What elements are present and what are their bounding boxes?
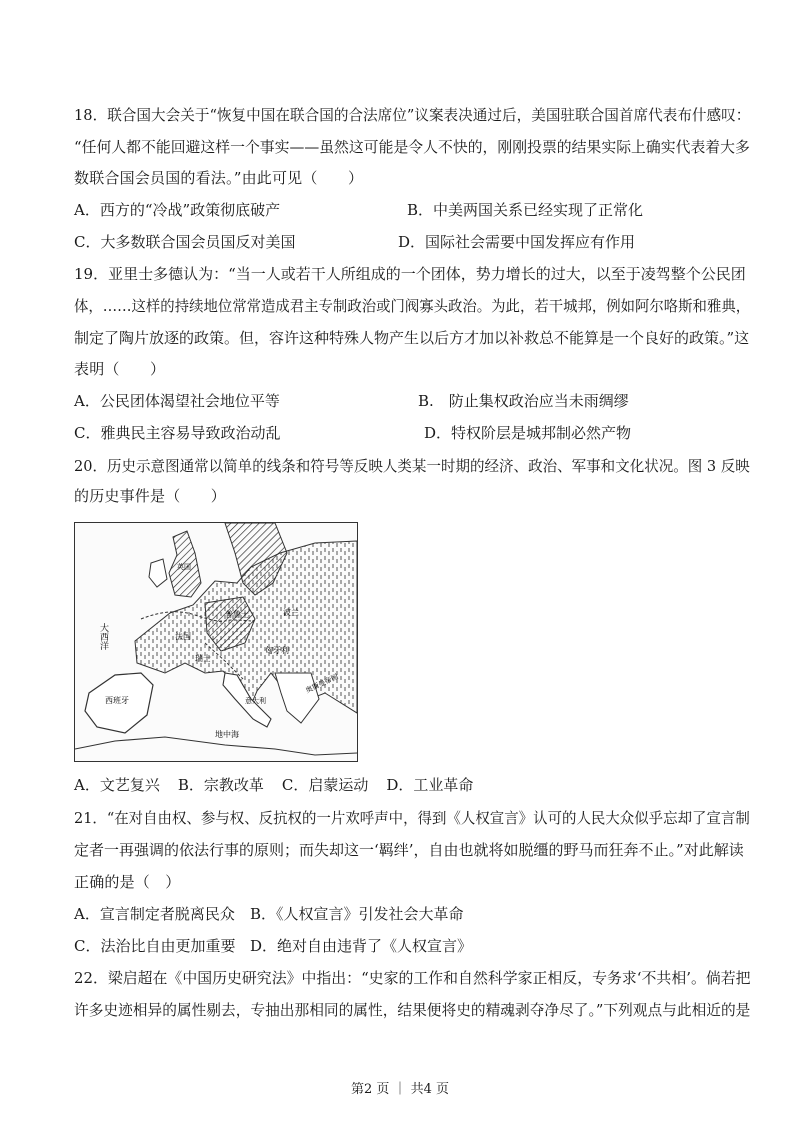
map-label-ottoman: 奥斯曼帝国 bbox=[304, 672, 340, 695]
q18-stem-line-3: 数联合国会员国的看法。”由此可见（ ） bbox=[74, 169, 364, 187]
q18-option-a[interactable]: A．西方的“冷战”政策彻底破产 bbox=[74, 201, 281, 219]
q18-option-c[interactable]: C．大多数联合国会员国反对美国 bbox=[74, 233, 296, 251]
figure-3-europe-map bbox=[74, 522, 358, 762]
map-label-prussia: 普鲁士 bbox=[225, 610, 249, 619]
balkan-peninsula bbox=[275, 673, 319, 723]
q21-stem-line-2: 定者一再强调的依法行事的原则；而失却这一‘羁绊’，自由也就将如脱缰的野马而狂奔不止。”对此解读 bbox=[74, 841, 744, 859]
q19-stem-line-2: 体，……这样的持续地位常常造成君主专制政治或门阀寡头政治。为此，若干城邦，例如阿尔咯斯和雅典， bbox=[74, 297, 751, 315]
map-label-atlantic: 大西洋 bbox=[98, 623, 108, 650]
page-footer: 第2 页 ｜ 共4 页 bbox=[350, 1082, 450, 1097]
map-label-spain: 西班牙 bbox=[105, 696, 129, 705]
q20-option-c[interactable]: C．启蒙运动 bbox=[281, 776, 369, 794]
q22-stem-line-1: 22．梁启超在《中国历史研究法》中指出：“史家的工作和自然科学家正相反，专务求‘不共相’。倘若把 bbox=[74, 969, 751, 987]
map-label-italy: 意大利 bbox=[245, 697, 266, 705]
q18-stem-line-1: 18．联合国大会关于“恢复中国在联合国的合法席位”议案表决通过后，美国驻联合国首席代表布什感叹： bbox=[74, 106, 751, 124]
q19-stem-line-4: 表明（ ） bbox=[74, 360, 166, 378]
north-africa-coast bbox=[75, 737, 357, 755]
q20-option-b[interactable]: B．宗教改革 bbox=[177, 776, 264, 794]
q19-option-a[interactable]: A．公民团体渴望社会地位平等 bbox=[74, 392, 280, 410]
ireland bbox=[149, 559, 167, 587]
q19-stem-line-3: 制定了陶片放逐的政策。但，容许这种特殊人物产生以后方才加以补救总不能算是一个良好的政策。”这 bbox=[74, 329, 750, 347]
q20-stem-line-2: 的历史事件是（ ） bbox=[74, 487, 227, 505]
q20-option-d[interactable]: D．工业革命 bbox=[386, 776, 474, 794]
q21-stem-line-1: 21．“在对自由权、参与权、反抗权的一片欢呼声中，得到《人权宣言》认可的人民大众似乎忘却了宣言制 bbox=[74, 809, 750, 827]
q19-stem-line-1: 19．亚里士多德认为：“当一人或若干人所组成的一个团体，势力增长的过大，以至于凌驾整个公民团 bbox=[74, 265, 746, 283]
q19-option-d[interactable]: D．特权阶层是城邦制必然产物 bbox=[424, 424, 632, 442]
q18-option-d[interactable]: D．国际社会需要中国发挥应有作用 bbox=[398, 233, 636, 251]
map-label-mediterranean: 地中海 bbox=[215, 730, 239, 739]
q20-stem-line-1: 20．历史示意图通常以简单的线条和符号等反映人类某一时期的经济、政治、军事和文化状况。图 3 反映 bbox=[74, 457, 750, 475]
map-label-britain: 英国 bbox=[177, 563, 191, 571]
map-label-poland: 波兰 bbox=[283, 608, 299, 617]
q21-option-c[interactable]: C．法治比自由更加重要 bbox=[74, 937, 236, 955]
europe-map-svg bbox=[75, 523, 357, 761]
q18-stem-line-2: “任何人都不能回避这样一个事实——虽然这可能是令人不快的，刚刚投票的结果实际上确实代表着大多 bbox=[74, 138, 750, 156]
map-label-france: 法国 bbox=[175, 632, 191, 641]
q21-stem-line-3: 正确的是（ ） bbox=[74, 873, 181, 891]
q21-option-a[interactable]: A．宣言制定者脱离民众 bbox=[74, 905, 235, 923]
map-label-hungary: 匈牙利 bbox=[265, 646, 289, 655]
q19-option-b[interactable]: B. 防止集权政治应当未雨绸缪 bbox=[418, 392, 629, 410]
q18-option-b[interactable]: B．中美两国关系已经实现了正常化 bbox=[407, 201, 644, 219]
q20-options bbox=[74, 775, 473, 795]
q21-option-b[interactable]: B．《人权宣言》引发社会大革命 bbox=[250, 905, 464, 923]
map-label-switzerland: 瑞士 bbox=[195, 654, 211, 663]
q19-option-c[interactable]: C．雅典民主容易导致政治动乱 bbox=[74, 424, 281, 442]
q22-stem-line-2: 许多史迹相异的属性剔去，专抽出那相同的属性，结果便将史的精魂剥夺净尽了。”下列观点与此相近的是 bbox=[74, 1001, 751, 1019]
q20-option-a[interactable]: A．文艺复兴 bbox=[74, 776, 160, 794]
q21-option-d[interactable]: D．绝对自由违背了《人权宣言》 bbox=[250, 937, 473, 955]
